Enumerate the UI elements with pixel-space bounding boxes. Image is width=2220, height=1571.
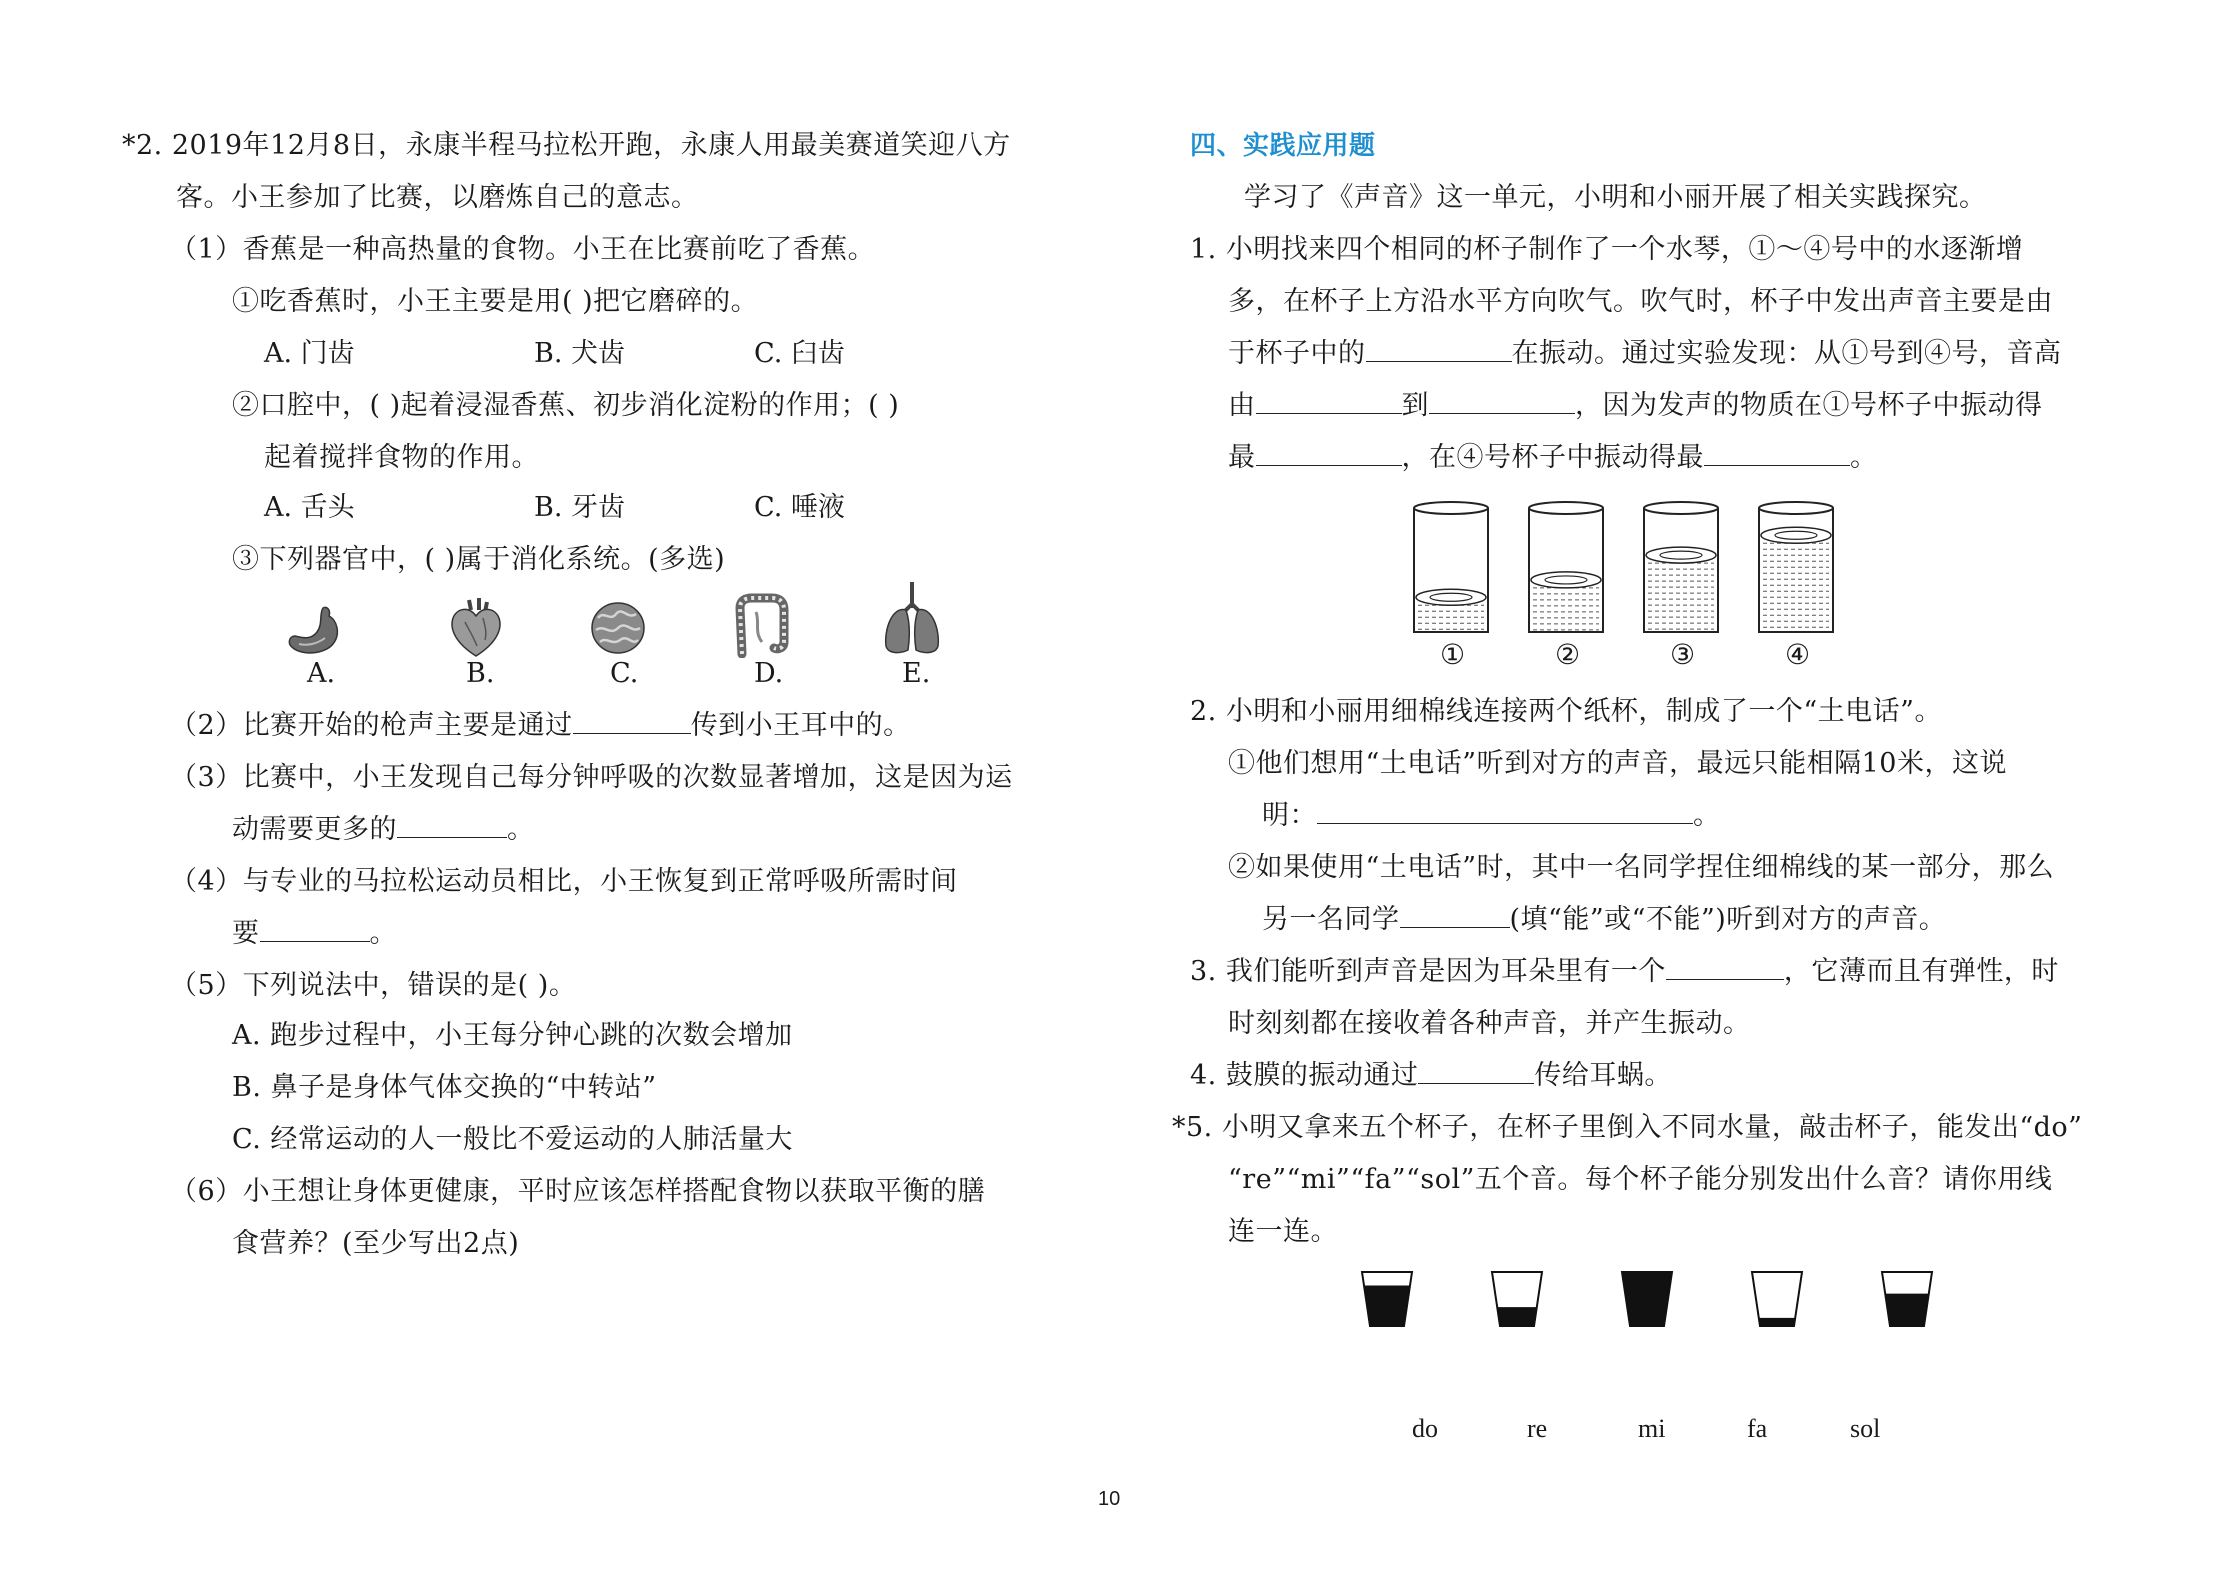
q1-line2: 多，在杯子上方沿水平方向吹气。吹气时，杯子中发出声音主要是由 — [1228, 286, 2053, 317]
answer-blank[interactable] — [1366, 337, 1512, 362]
q2-part6-line1: （6）小王想让身体更健康，平时应该怎样搭配食物以获取平衡的膳 — [170, 1176, 986, 1207]
q5-line3: 连一连。 — [1228, 1216, 1338, 1247]
q1-line3-text-end: 在振动。通过实验发现：从①号到④号，音高 — [1511, 338, 2062, 369]
q2-intro-line2: 客。小王参加了比赛，以磨炼自己的意志。 — [176, 182, 699, 213]
q2r-b-text: 另一名同学 — [1262, 904, 1400, 935]
q2-part4-text: 要 — [232, 918, 260, 949]
q2-part3-line1: （3）比赛中，小王发现自己每分钟呼吸的次数显著增加，这是因为运 — [170, 762, 1013, 793]
q1-line4 — [1228, 388, 2043, 424]
q1-line5 — [1228, 440, 1878, 476]
small-intestine-icon — [590, 600, 646, 656]
q4-text-end: 传给耳蜗。 — [1534, 1060, 1672, 1091]
q2r-a-text: 明： — [1262, 800, 1317, 831]
q1-line5-text-b: ，在④号杯子中振动得最 — [1401, 442, 1704, 473]
cup-label-4: ④ — [1785, 638, 1811, 671]
q3-text-end: ，它薄而且有弹性，时 — [1783, 956, 2059, 987]
q1-line4-text-b: 到 — [1401, 390, 1429, 421]
cup-label-2: ② — [1555, 638, 1581, 671]
q2-part5: （5）下列说法中，错误的是( )。 — [170, 970, 577, 1001]
q2-part3-text: 动需要更多的 — [232, 814, 397, 845]
q1-line3 — [1228, 336, 2062, 372]
q2r-line1: 2. 小明和小丽用细棉线连接两个纸杯，制成了一个“土电话”。 — [1190, 696, 1942, 727]
organ-label-b: B. — [466, 658, 495, 689]
q2-part1-c: ③下列器官中，( )属于消化系统。(多选) — [232, 544, 726, 575]
answer-blank[interactable] — [1400, 903, 1510, 928]
q2-part4-end: 。 — [369, 918, 397, 949]
section-title: 四、实践应用题 — [1190, 131, 1376, 161]
q3-text: 3. 我们能听到声音是因为耳朵里有一个 — [1190, 956, 1666, 987]
option-a: A. 跑步过程中，小王每分钟心跳的次数会增加 — [232, 1020, 793, 1051]
option-b: B. 犬齿 — [534, 338, 626, 369]
answer-blank[interactable] — [1666, 955, 1784, 980]
note-sol[interactable]: sol — [1850, 1414, 1881, 1443]
q2-part2 — [170, 708, 911, 744]
tumbler-2[interactable] — [1492, 1272, 1542, 1326]
large-intestine-icon — [732, 592, 790, 658]
answer-blank[interactable] — [1429, 389, 1575, 414]
organ-label-e: E. — [902, 658, 931, 689]
tumbler-5[interactable] — [1882, 1272, 1932, 1326]
q2r-b-line1: ②如果使用“土电话”时，其中一名同学捏住细棉线的某一部分，那么 — [1228, 852, 2055, 883]
section-intro: 学习了《声音》这一单元，小明和小丽开展了相关实践探究。 — [1244, 182, 1987, 213]
answer-blank[interactable] — [1256, 389, 1402, 414]
q2-part1-b-line1: ②口腔中，( )起着浸湿香蕉、初步消化淀粉的作用；( ) — [232, 390, 900, 421]
q1-line3-text: 于杯子中的 — [1228, 338, 1366, 369]
q2-part1-b-line2: 起着搅拌食物的作用。 — [264, 442, 539, 473]
q4-line — [1190, 1058, 1672, 1094]
q2-part1-a: ①吃香蕉时，小王主要是用( )把它磨碎的。 — [232, 286, 759, 317]
option-b: B. 牙齿 — [534, 492, 626, 523]
option-c: C. 臼齿 — [754, 338, 845, 369]
q1-line5-text-a: 最 — [1228, 442, 1256, 473]
q1-line5-text-c: 。 — [1850, 442, 1878, 473]
q3-line2: 时刻刻都在接收着各种声音，并产生振动。 — [1228, 1008, 1751, 1039]
option-c: C. 唾液 — [754, 492, 845, 523]
option-a: A. 舌头 — [264, 492, 355, 523]
note-mi[interactable]: mi — [1638, 1414, 1666, 1443]
tumbler-3[interactable] — [1622, 1272, 1672, 1326]
answer-blank[interactable] — [1704, 441, 1850, 466]
organ-label-a: A. — [307, 658, 336, 689]
q1-line4-text-c: ，因为发声的物质在①号杯子中振动得 — [1575, 390, 2043, 421]
answer-blank[interactable] — [1317, 799, 1693, 824]
cup-label-1: ① — [1440, 638, 1466, 671]
cup-label-3: ③ — [1670, 638, 1696, 671]
q2r-a-line1: ①他们想用“土电话”听到对方的声音，最远只能相隔10米，这说 — [1228, 748, 2007, 779]
q2r-b-end: (填“能”或“不能”)听到对方的声音。 — [1509, 904, 1947, 935]
option-c: C. 经常运动的人一般比不爱运动的人肺活量大 — [232, 1124, 793, 1155]
lungs-icon — [882, 580, 942, 656]
stomach-icon — [285, 604, 345, 656]
answer-blank[interactable] — [1418, 1059, 1534, 1084]
note-re[interactable]: re — [1527, 1414, 1548, 1443]
q2r-a-end: 。 — [1693, 800, 1721, 831]
q2-part2-text-end: 传到小王耳中的。 — [690, 710, 911, 741]
water-cup-3 — [1644, 502, 1718, 632]
q2-intro-line1: *2. 2019年12月8日，永康半程马拉松开跑，永康人用最美赛道笑迎八方 — [122, 130, 1011, 161]
q2-part4-line1: （4）与专业的马拉松运动员相比，小王恢复到正常呼吸所需时间 — [170, 866, 958, 897]
answer-blank[interactable] — [1256, 441, 1402, 466]
q2-part2-text: （2）比赛开始的枪声主要是通过 — [170, 710, 573, 741]
answer-blank[interactable] — [397, 813, 507, 838]
q1-line4-text-a: 由 — [1228, 390, 1256, 421]
q2-part3-line2 — [232, 812, 535, 848]
water-cup-1 — [1414, 502, 1488, 632]
q2-part3-end: 。 — [507, 814, 535, 845]
q2-part4-line2 — [232, 916, 397, 952]
tumbler-set — [1340, 1260, 1980, 1340]
q2r-a-line2 — [1262, 798, 1721, 834]
organ-label-c: C. — [610, 658, 639, 689]
q4-text: 4. 鼓膜的振动通过 — [1190, 1060, 1419, 1091]
q3-line1 — [1190, 954, 2059, 990]
water-cup-4 — [1759, 502, 1833, 632]
answer-blank[interactable] — [260, 917, 370, 942]
tumbler-1[interactable] — [1362, 1272, 1412, 1326]
option-a: A. 门齿 — [264, 338, 355, 369]
q5-line1: *5. 小明又拿来五个杯子，在杯子里倒入不同水量，敲击杯子，能发出“do” — [1172, 1112, 2083, 1143]
heart-icon — [447, 596, 505, 660]
answer-blank[interactable] — [573, 709, 691, 734]
note-fa[interactable]: fa — [1747, 1414, 1768, 1443]
q2-part1: （1）香蕉是一种高热量的食物。小王在比赛前吃了香蕉。 — [170, 234, 876, 265]
note-do[interactable]: do — [1412, 1414, 1438, 1443]
water-cup-2 — [1529, 502, 1603, 632]
q2-part6-line2: 食营养？(至少写出2点) — [232, 1228, 520, 1259]
page-number: 10 — [1098, 1488, 1121, 1510]
organ-label-d: D. — [754, 658, 784, 689]
tumbler-4[interactable] — [1752, 1272, 1802, 1326]
q1-line1: 1. 小明找来四个相同的杯子制作了一个水琴，①～④号中的水逐渐增 — [1190, 234, 2024, 265]
water-glass-set — [1400, 500, 2120, 640]
q5-line2: “re”“mi”“fa”“sol”五个音。每个杯子能分别发出什么音？请你用线 — [1228, 1164, 2053, 1195]
option-b: B. 鼻子是身体气体交换的“中转站” — [232, 1072, 657, 1103]
q2r-b-line2 — [1262, 902, 1946, 938]
